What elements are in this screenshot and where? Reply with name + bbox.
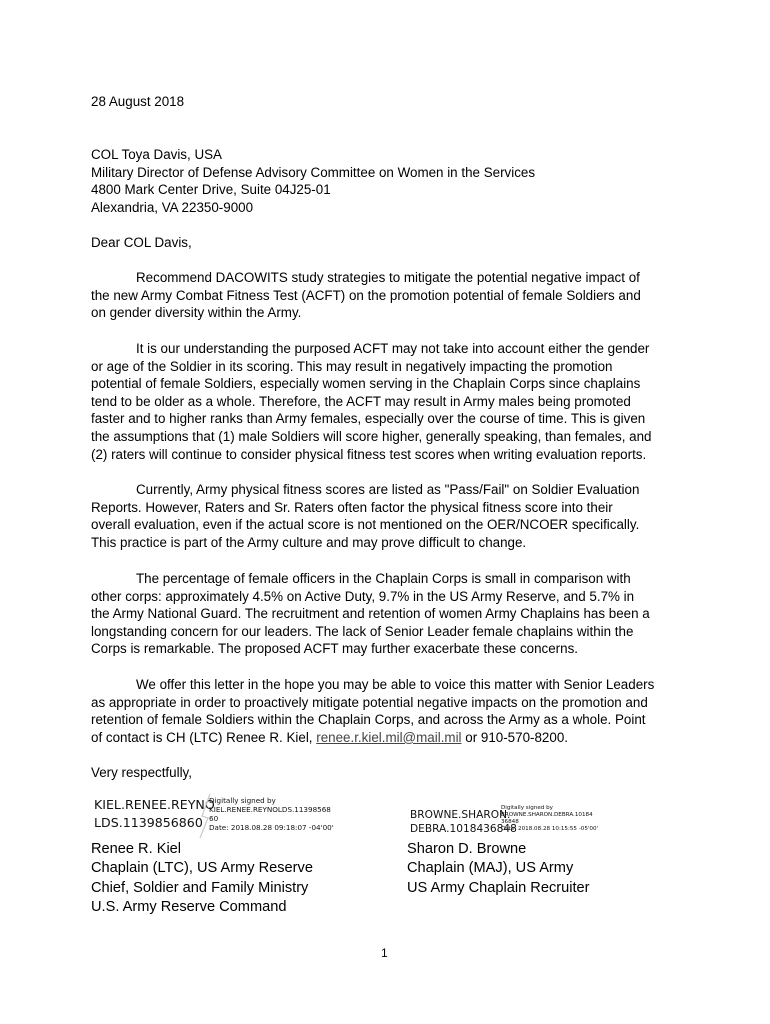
paragraph-line: Corps is remarkable. The proposed ACFT may further exacerbate these concerns.	[91, 641, 579, 657]
paragraph-line: We offer this letter in the hope you may be able to voice this matter with Senior Leaders	[136, 677, 655, 692]
recipient-line: 4800 Mark Center Drive, Suite 04J25-01	[91, 182, 331, 198]
body-paragraph	[91, 340, 691, 463]
body-paragraph	[91, 481, 691, 551]
closing: Very respectfully,	[91, 765, 192, 780]
signature-meta: Digitally signed by KIEL.RENEE.REYNOLDS.11398568 60 Date: 2018.08.28 09:18:07 -04'00'	[209, 796, 334, 832]
signature-name-line: LDS.1139856860	[94, 815, 203, 830]
salutation: Dear COL Davis,	[91, 235, 192, 250]
paragraph-line: overall evaluation, even if the actual score is not mentioned on the OER/NCOER specifically.	[91, 517, 640, 533]
recipient-line: Alexandria, VA 22350-9000	[91, 199, 254, 215]
paragraph-line: It is our understanding the purposed ACFT may not take into account either the gender	[136, 341, 650, 356]
paragraph-line: on gender diversity within the Army.	[91, 305, 302, 321]
page-number: 1	[381, 946, 388, 960]
contact-email-link[interactable]: renee.r.kiel.mil@mail.mil	[316, 729, 462, 745]
signature-meta: Digitally signed by BROWNE.SHARON.DEBRA.10184 36848 Date: 2018.08.28 10:15:55 -05'00'	[501, 805, 599, 832]
recipient-line: Military Director of Defense Advisory Committee on Women in the Services	[91, 164, 536, 180]
signature-block-right	[407, 840, 590, 898]
paragraph-line: retention of female Soldiers within the Chaplain Corps, and across the Army as a whole. Point	[91, 712, 646, 728]
paragraph-line: the Army National Guard. The recruitment and retention of women Army Chaplains has been a	[91, 606, 650, 622]
signature-block-line: U.S. Army Reserve Command	[91, 899, 287, 916]
body-paragraph	[91, 269, 691, 322]
signature-block-line: Chaplain (LTC), US Army Reserve	[91, 860, 313, 877]
paragraph-line: or age of the Soldier in its scoring. This may result in negatively impacting the promotion	[91, 358, 613, 374]
recipient-line: COL Toya Davis, USA	[91, 147, 222, 162]
signature-name-line: KIEL.RENEE.REYNO	[94, 797, 215, 812]
body-paragraph	[91, 676, 691, 746]
paragraph-line: Reports. However, Raters and Sr. Raters often factor the physical fitness score into their	[91, 499, 613, 515]
body-paragraph	[91, 570, 691, 658]
signature-block-line: US Army Chaplain Recruiter	[407, 879, 590, 896]
signature-block-line: Chief, Soldier and Family Ministry	[91, 879, 309, 896]
contact-suffix: or 910-570-8200.	[461, 729, 568, 745]
paragraph-line: as appropriate in order to proactively mitigate potential negative impacts on the promotion and	[91, 694, 648, 710]
paragraph-line: the assumptions that (1) male Soldiers will score higher, generally speaking, than females, and	[91, 428, 652, 444]
paragraph-line: tend to be older as a whole. Therefore, the ACFT may result in Army males being promoted	[91, 393, 631, 409]
paragraph-line: longstanding concern for our leaders. The lack of Senior Leader female chaplains within the	[91, 623, 634, 639]
signature-name-line: BROWNE.SHARON.	[410, 809, 511, 821]
paragraph-line: (2) raters will continue to consider physical fitness test scores when writing evaluation reports.	[91, 446, 647, 462]
paragraph-line: the new Army Combat Fitness Test (ACFT) on the promotion potential of female Soldiers and	[91, 287, 641, 303]
contact-prefix: of contact is CH (LTC) Renee R. Kiel,	[91, 729, 317, 745]
paragraph-line: Recommend DACOWITS study strategies to mitigate the potential negative impact of	[136, 270, 640, 285]
paragraph-line: This practice is part of the Army culture and may prove difficult to change.	[91, 534, 527, 550]
paragraph-line: faster and to higher ranks than Army females, especially over the course of time. This is given	[91, 411, 646, 427]
signature-name-line: DEBRA.1018436848	[410, 823, 517, 835]
signature-block-line: Renee R. Kiel	[91, 841, 182, 857]
contact-line	[91, 729, 691, 747]
paragraph-line: other corps: approximately 4.5% on Active Duty, 9.7% in the US Army Reserve, and 5.7% in	[91, 588, 635, 604]
paragraph-line: potential of female Soldiers, especially women serving in the Chaplain Corps since chaplains	[91, 376, 641, 392]
letter-date: 28 August 2018	[91, 94, 185, 109]
signature-block-line: Chaplain (MAJ), US Army	[407, 860, 574, 877]
paragraph-line: The percentage of female officers in the Chaplain Corps is small in comparison with	[136, 571, 631, 586]
signature-block-left	[91, 840, 313, 918]
signature-block-line: Sharon D. Browne	[407, 841, 527, 857]
recipient-address	[91, 146, 535, 216]
paragraph-line: Currently, Army physical fitness scores are listed as "Pass/Fail" on Soldier Evaluation	[136, 482, 640, 497]
